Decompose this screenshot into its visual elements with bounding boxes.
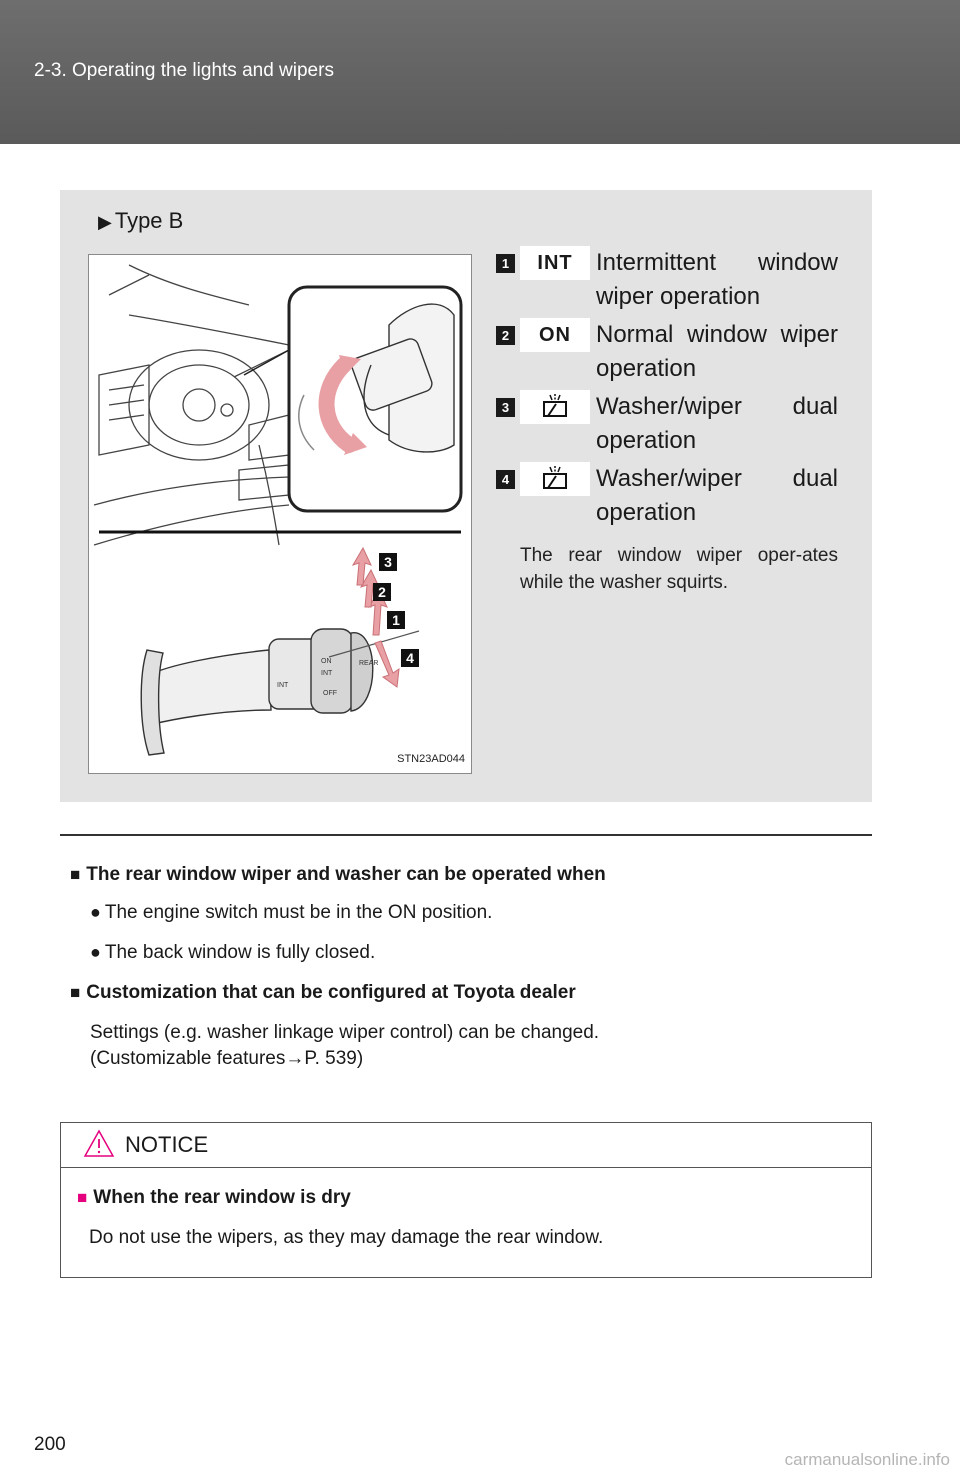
notice-title: NOTICE <box>125 1132 209 1157</box>
bullet-engine-switch <box>90 902 492 924</box>
notice-text: Do not use the wipers, as they may damage the rear window. <box>89 1227 604 1248</box>
illustration-svg <box>89 255 471 773</box>
legend-text: Normal window wiper operation <box>596 321 838 382</box>
page-header <box>0 0 960 144</box>
notice-header <box>61 1123 871 1168</box>
legend-number: 2 <box>496 326 515 345</box>
notice-heading-text: When the rear window is dry <box>93 1187 351 1208</box>
square-bullet-icon: ■ <box>77 1188 88 1207</box>
legend-symbol-on: ON <box>520 318 590 352</box>
type-label-text: Type B <box>114 208 184 233</box>
customization-paragraph-line1: Settings (e.g. washer linkage wiper control) can be changed. <box>90 1022 600 1043</box>
section-title: 2-3. Operating the lights and wipers <box>34 60 334 81</box>
warning-triangle-icon <box>83 1129 115 1159</box>
watermark: carmanualsonline.info <box>784 1450 950 1469</box>
bullet-text: The back window is fully closed. <box>104 942 376 963</box>
rear-washer-wiper-icon <box>520 462 590 496</box>
legend-symbol-int: INT <box>520 246 590 280</box>
rear-washer-wiper-icon <box>520 390 590 424</box>
svg-text:ON: ON <box>321 658 332 665</box>
notice-box <box>60 1122 872 1278</box>
bullet-text: The engine switch must be in the ON position. <box>104 902 493 923</box>
dot-bullet-icon: ● <box>90 902 101 922</box>
heading-text: The rear window wiper and washer can be operated when <box>86 864 606 885</box>
legend-row-2 <box>496 318 838 388</box>
heading-operation-conditions <box>70 864 606 886</box>
svg-text:OFF: OFF <box>323 690 337 697</box>
triangle-right-icon: ▶ <box>98 212 112 232</box>
square-bullet-icon: ■ <box>70 865 81 884</box>
heading-customization <box>70 982 576 1004</box>
legend-row-4 <box>496 462 838 532</box>
legend-text: Washer/wiper dual operation <box>596 465 838 526</box>
heading-text: Customization that can be configured at Toyota dealer <box>86 982 576 1003</box>
notice-heading <box>77 1187 351 1209</box>
bullet-back-window <box>90 942 375 964</box>
square-bullet-icon: ■ <box>70 983 81 1002</box>
svg-text:INT: INT <box>321 670 333 677</box>
image-code: STN23AD044 <box>397 753 465 765</box>
legend-row-1 <box>496 246 838 316</box>
legend-note: The rear window wiper oper-ates while the washer squirts. <box>520 545 838 593</box>
callout-2-text: 2 <box>378 584 386 600</box>
callout-3-text: 3 <box>384 554 392 570</box>
section-divider <box>60 834 872 836</box>
legend-number: 4 <box>496 470 515 489</box>
svg-text:INT: INT <box>277 682 289 689</box>
legend-number: 1 <box>496 254 515 273</box>
legend-number: 3 <box>496 398 515 417</box>
figure-panel <box>60 190 872 802</box>
legend-text: Intermittent window wiper operation <box>596 249 838 310</box>
callout-4-text: 4 <box>406 650 414 666</box>
legend-row-3 <box>496 390 838 460</box>
dot-bullet-icon: ● <box>90 942 101 962</box>
page-number: 200 <box>34 1434 66 1455</box>
customization-paragraph-line2: (Customizable features→P. 539) <box>90 1048 364 1069</box>
legend-text: Washer/wiper dual operation <box>596 393 838 454</box>
wiper-lever-illustration <box>88 254 472 774</box>
callout-1-text: 1 <box>392 612 400 628</box>
svg-text:REAR: REAR <box>359 660 379 667</box>
type-label <box>98 208 183 234</box>
